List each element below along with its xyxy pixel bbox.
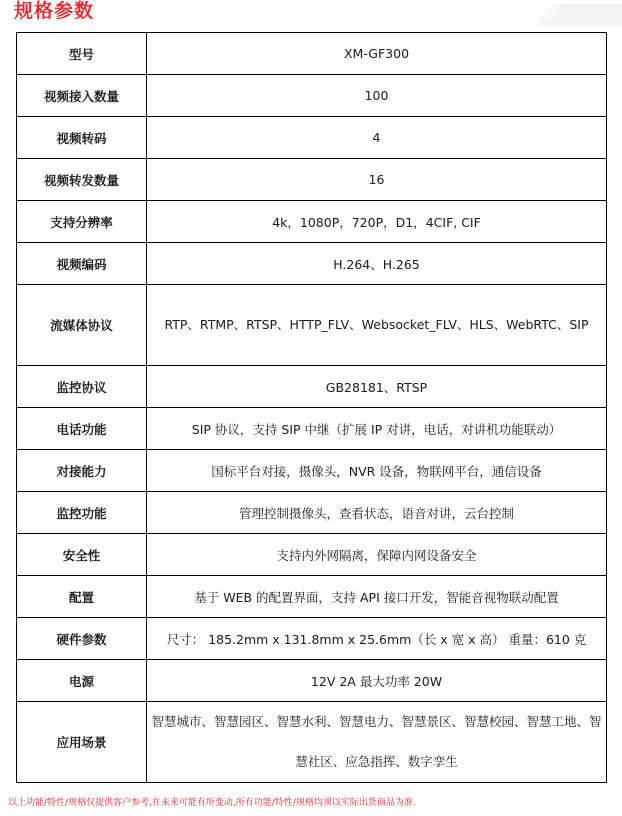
spec-label: 视频转发数量	[17, 159, 147, 201]
table-row	[17, 366, 607, 408]
spec-value: 16	[147, 159, 607, 201]
spec-label: 视频编码	[17, 243, 147, 285]
decorative-banner-shape	[532, 4, 622, 26]
spec-value: 4k，1080P，720P，D1，4CIF, CIF	[147, 201, 607, 243]
table-row	[17, 408, 607, 450]
spec-label: 硬件参数	[17, 618, 147, 660]
table-row	[17, 492, 607, 534]
spec-label: 电源	[17, 660, 147, 702]
table-row	[17, 33, 607, 75]
spec-label: 监控功能	[17, 492, 147, 534]
spec-label: 安全性	[17, 534, 147, 576]
table-row	[17, 201, 607, 243]
spec-table	[16, 32, 607, 783]
table-row	[17, 450, 607, 492]
table-row	[17, 159, 607, 201]
spec-label: 配置	[17, 576, 147, 618]
table-row	[17, 618, 607, 660]
disclaimer-footnote: 以上功能/特性/规格仅提供客户参考,在未来可能有所变动,所有功能/特性/规格均须以实际出货商品为准.	[8, 798, 416, 808]
table-row	[17, 576, 607, 618]
table-row	[17, 285, 607, 366]
spec-value: XM-GF300	[147, 33, 607, 75]
table-row	[17, 534, 607, 576]
table-row	[17, 702, 607, 783]
spec-label: 视频接入数量	[17, 75, 147, 117]
spec-value: H.264、H.265	[147, 243, 607, 285]
table-row	[17, 660, 607, 702]
spec-value: 4	[147, 117, 607, 159]
page-title: 规格参数	[14, 0, 95, 22]
spec-value: 基于 WEB 的配置界面，支持 API 接口开发，智能音视物联动配置	[147, 576, 607, 618]
spec-label: 流媒体协议	[17, 285, 147, 366]
spec-value: 12V 2A 最大功率 20W	[147, 660, 607, 702]
spec-value: RTP、RTMP、RTSP、HTTP_FLV、Websocket_FLV、HLS、WebRTC、SIP	[147, 285, 607, 366]
spec-value: GB28181、RTSP	[147, 366, 607, 408]
spec-label: 对接能力	[17, 450, 147, 492]
spec-label: 应用场景	[17, 702, 147, 783]
table-row	[17, 75, 607, 117]
spec-label: 型号	[17, 33, 147, 75]
spec-label: 电话功能	[17, 408, 147, 450]
table-row	[17, 117, 607, 159]
spec-value: 管理控制摄像头，查看状态，语音对讲，云台控制	[147, 492, 607, 534]
spec-value: 智慧城市、智慧园区、智慧水利、智慧电力、智慧景区、智慧校园、智慧工地、智慧社区、应急指挥、数字孪生	[147, 702, 607, 783]
spec-label: 支持分辨率	[17, 201, 147, 243]
spec-value: 尺寸： 185.2mm x 131.8mm x 25.6mm（长 x 宽 x 高） 重量：610 克	[147, 618, 607, 660]
spec-value: 100	[147, 75, 607, 117]
spec-value: 国标平台对接，摄像头，NVR 设备，物联网平台，通信设备	[147, 450, 607, 492]
spec-value: SIP 协议，支持 SIP 中继（扩展 IP 对讲，电话，对讲机功能联动）	[147, 408, 607, 450]
spec-value: 支持内外网隔离，保障内网设备安全	[147, 534, 607, 576]
spec-label: 视频转码	[17, 117, 147, 159]
table-row	[17, 243, 607, 285]
spec-label: 监控协议	[17, 366, 147, 408]
